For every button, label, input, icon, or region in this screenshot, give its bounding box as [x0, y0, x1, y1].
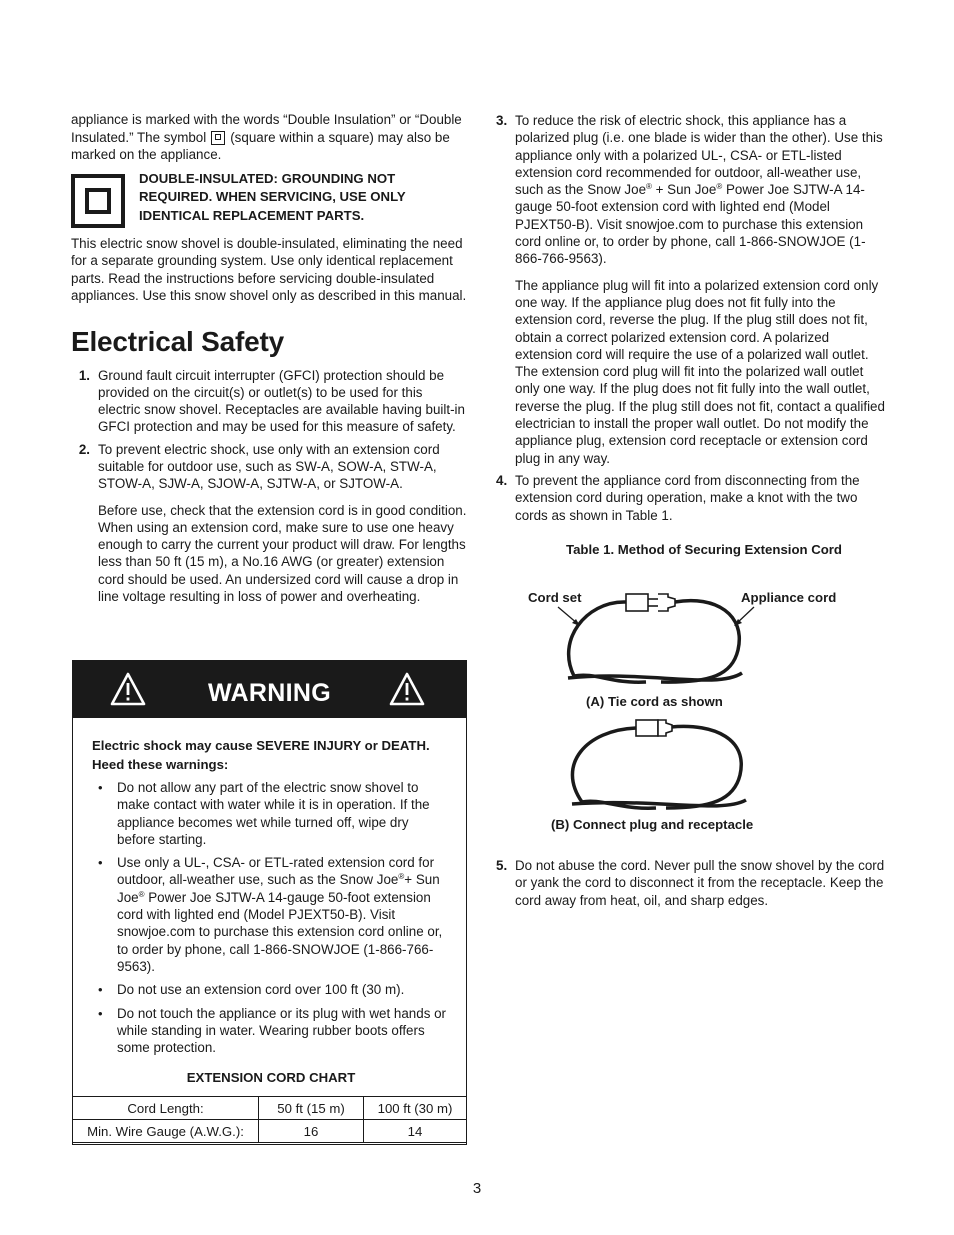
- list-item: [62, 441, 467, 606]
- section-title: Electrical Safety: [71, 325, 284, 357]
- registered-mark: ®: [716, 182, 723, 192]
- page-number: 3: [472, 1180, 482, 1197]
- registered-mark: ®: [138, 889, 145, 899]
- double-insulated-paragraph: This electric snow shovel is double-insulated, eliminating the need for a separate grounding system. Use only identical replacement parts. Read the instructions before servicing double-insulated appliances. Use this snow shovel only as described in this manual.: [71, 235, 467, 303]
- list-item: [62, 367, 467, 436]
- item-text: To prevent electric shock, use only with an extension cord suitable for outdoor use, such as SW-A, SOW-A, STW-A, STOW-A, SJW-A, SJOW-A, SJTW-A, or SJTOW-A.: [98, 441, 440, 492]
- list-item: [92, 779, 450, 848]
- bullet: •: [98, 982, 103, 998]
- intro-text-2: (square within a square) may also be marked on the appliance.: [71, 129, 450, 162]
- table-cell: 50 ft (15 m): [259, 1097, 364, 1120]
- item-text: The appliance plug will fit into a polarized extension cord only one way. If the appliance plug does not fit fully into the extension cord, reverse the plug. If the plug still does not fit, obtain a correct polarized extension cord. A polarized extension cord will require the use of a polarized wall outlet. The extension cord plug will fit into the polarized wall outlet only one way. If the plug does not fit fully into the wall outlet, reverse the plug. If the plug still does not fit, contact a qualified electrician to install the proper wall outlet. Do not modify the appliance plug, extension cord receptacle or extension cord plug in any way.: [515, 277, 885, 466]
- warning-body: [73, 718, 466, 1087]
- cord-knot-diagram: [496, 580, 888, 840]
- item-number: 5.: [496, 858, 508, 873]
- extension-cord-chart: [72, 1096, 467, 1143]
- double-insulated-icon: [71, 174, 125, 228]
- intro-paragraph: [71, 111, 467, 164]
- list-item: [496, 112, 888, 467]
- bullet-text-part: Use only a UL-, CSA- or ETL-rated extension cord for outdoor, all-weather use, such as the Snow Joe: [117, 855, 435, 888]
- cord-line: [569, 602, 624, 676]
- warning-triangle-icon: [389, 672, 425, 706]
- table-title: Table 1. Method of Securing Extension Cord: [566, 541, 842, 557]
- item-text-part: Power Joe SJTW-A 14-gauge 50-foot extension cord with lighted end (Model PJEXT50-B). Visit snowjoe.com to purchase this extension cord online or, to order by phone, call 1-866-SNOWJOE (1-866-766-9563).: [515, 182, 866, 267]
- table-cell: 100 ft (30 m): [364, 1097, 467, 1120]
- caption-b: (B) Connect plug and receptacle: [551, 817, 754, 832]
- appliance-cord-label: Appliance cord: [741, 590, 837, 605]
- cord-line: [666, 726, 741, 808]
- item-text: To prevent the appliance cord from disconnecting from the extension cord during operation, make a knot with the two cords as shown in Table 1.: [515, 472, 860, 523]
- right-column: [496, 112, 888, 557]
- item-number: 3.: [496, 113, 508, 128]
- list-item: [92, 981, 450, 998]
- item-text-part: + Sun Joe: [651, 182, 717, 198]
- item-number: 1.: [78, 367, 90, 383]
- warning-box: [72, 660, 467, 1145]
- bullet: •: [98, 1005, 103, 1021]
- receptacle: [626, 594, 648, 611]
- double-square-icon: [211, 131, 225, 145]
- bullet-text: [117, 854, 450, 975]
- double-insulated-text: DOUBLE-INSULATED: GROUNDING NOT REQUIRED. WHEN SERVICING, USE ONLY IDENTICAL REPLACEMENT PARTS.: [139, 170, 406, 223]
- item-number: 4.: [496, 472, 508, 488]
- bullet: •: [98, 855, 103, 871]
- list-item: [496, 472, 888, 524]
- table-cell: Min. Wire Gauge (A.W.G.):: [73, 1120, 259, 1143]
- bullet-text: Do not allow any part of the electric snow shovel to make contact with water while it is in operation. If the appliance becomes wet while turned off, wipe dry before starting.: [117, 780, 430, 847]
- item-number: 2.: [78, 441, 90, 457]
- item-text: Ground fault circuit interrupter (GFCI) protection should be provided on the circuit(s) or outlet(s) to be used for this electric snow shovel. Receptacles are available having built-in GFCI protection and may be used for this measure of safety.: [98, 367, 465, 435]
- cord-line: [661, 601, 739, 682]
- table-cell: 14: [364, 1120, 467, 1143]
- item-text: Before use, check that the extension cord is in good condition. When using an extension cord, make sure to use one heavy enough to carry the current your product will draw. For lengths less than 50 ft (15 m), a No.16 AWG (or greater) extension cord should be used. An undersized cord will cause a drop in line voltage resulting in loss of power and overheating.: [98, 502, 467, 605]
- intro-text-1: appliance is marked with the words “Double Insulation” or “Double Insulated.” The symbol: [71, 112, 462, 145]
- item-text: Do not abuse the cord. Never pull the snow shovel by the cord or yank the cord to disconnect it from the receptacle. Keep the cord away from heat, oil, and sharp edges.: [515, 858, 885, 908]
- list-item: [92, 854, 450, 975]
- cord-line: [572, 728, 636, 802]
- caption-a: (A) Tie cord as shown: [586, 694, 723, 709]
- registered-mark: ®: [646, 182, 652, 192]
- plug: [658, 594, 675, 611]
- table-row: [73, 1120, 467, 1143]
- item-text: [515, 112, 888, 268]
- plug: [658, 720, 672, 736]
- bullet-text: Do not touch the appliance or its plug with wet hands or while standing in water. Wearing rubber boots offers some protection.: [117, 1005, 447, 1056]
- extension-cord-chart-title: EXTENSION CORD CHART: [186, 1070, 356, 1086]
- table-cell: 16: [259, 1120, 364, 1143]
- warning-title: WARNING: [208, 679, 331, 707]
- left-column: [71, 111, 467, 610]
- item-text-part: To reduce the risk of electric shock, this appliance has a polarized plug (i.e. one blade is wider than the other). Use this appliance only with a polarized UL-, CSA- or ETL-listed extension cord recommended for outdoor, all-weather use, such as the Snow Joe: [515, 113, 883, 198]
- bullet-text-part: + Sun Joe: [117, 872, 440, 905]
- table-row: [73, 1097, 467, 1120]
- double-insulated-notice: [71, 170, 467, 228]
- receptacle: [636, 720, 658, 736]
- list-item: [92, 1005, 450, 1057]
- registered-mark: ®: [398, 872, 405, 882]
- list-item: [496, 857, 888, 909]
- warning-header: [73, 661, 466, 718]
- bullet-text-part: Power Joe SJTW-A 14-gauge 50-foot extension cord with lighted end (Model PJEXT50-B). Visit snowjoe.com to purchase this extension cord online or, to order by phone, call 1-866-SNOWJOE (1-866-766-9563).: [117, 889, 443, 974]
- table-cell: Cord Length:: [73, 1097, 259, 1120]
- cord-set-label: Cord set: [528, 590, 582, 605]
- bullet: •: [98, 780, 103, 795]
- cord-knot-figure: [496, 580, 888, 840]
- warning-lead: Electric shock may cause SEVERE INJURY or DEATH. Heed these warnings:: [92, 738, 430, 772]
- bullet-text: Do not use an extension cord over 100 ft (30 m).: [117, 982, 405, 998]
